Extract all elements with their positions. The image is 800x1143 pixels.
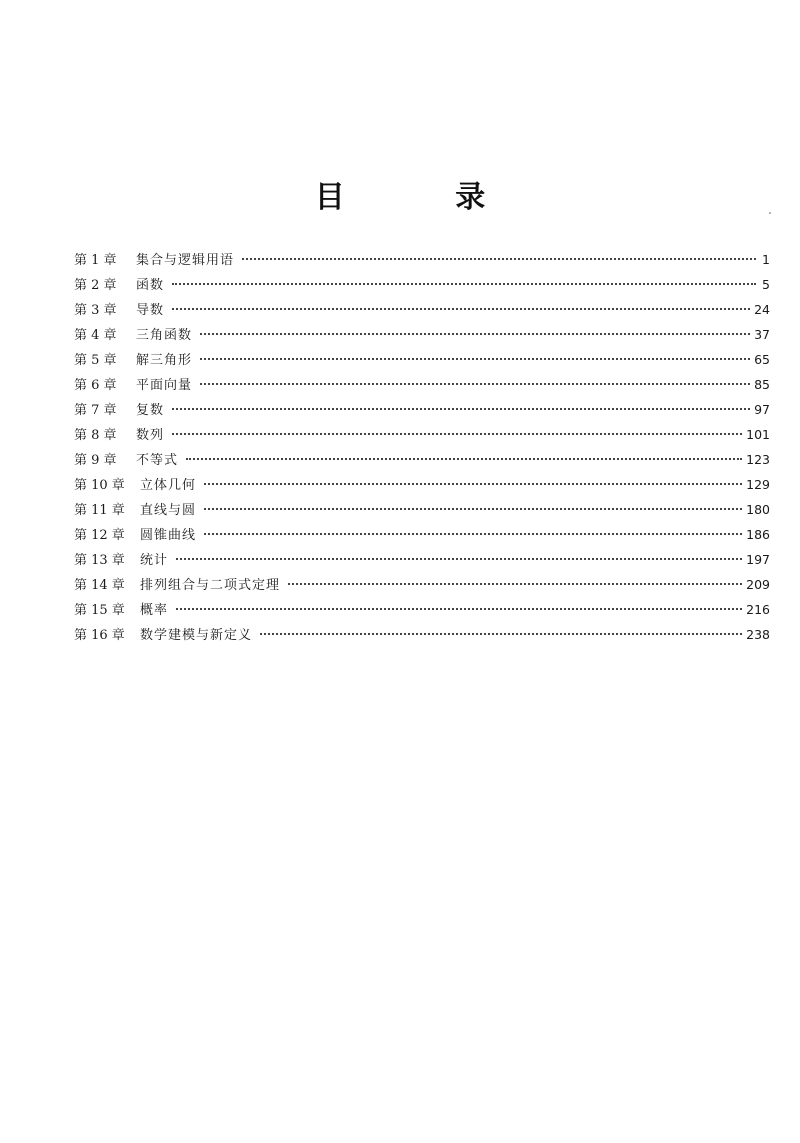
dot-leader: [172, 407, 750, 410]
page-number: 129: [746, 477, 770, 492]
chapter-number: 第 12 章: [74, 528, 125, 543]
dot-leader: [172, 307, 750, 310]
page-number: 180: [746, 502, 770, 517]
chapter-title: 数学建模与新定义: [140, 628, 253, 643]
chapter-number: 第 6 章: [74, 378, 117, 393]
chapter-title: 数列: [136, 428, 165, 443]
dot-leader: [200, 357, 750, 360]
dot-leader: [172, 432, 742, 435]
dot-leader: [260, 632, 742, 635]
chapter-number: 第 16 章: [74, 628, 125, 643]
page-number: 97: [754, 402, 770, 417]
chapter-title: 排列组合与二项式定理: [140, 578, 281, 593]
dot-leader: [200, 332, 750, 335]
page-number: 186: [746, 527, 770, 542]
dot-leader: [176, 557, 742, 560]
page-title: 目 录: [314, 180, 536, 215]
dot-leader: [176, 607, 742, 610]
chapter-number: 第 14 章: [74, 578, 125, 593]
chapter-title: 不等式: [136, 453, 179, 468]
chapter-number: 第 13 章: [74, 553, 125, 568]
toc-entry[interactable]: [74, 572, 770, 597]
toc-entry[interactable]: [74, 247, 770, 272]
dot-leader: [242, 257, 756, 260]
page-number: 5: [762, 277, 770, 292]
toc-entry[interactable]: [74, 522, 770, 547]
toc-entry[interactable]: [74, 447, 770, 472]
toc-entry[interactable]: [74, 397, 770, 422]
page-number: 197: [746, 552, 770, 567]
chapter-title: 立体几何: [140, 478, 197, 493]
page-number: 37: [754, 327, 770, 342]
dot-leader: [204, 507, 742, 510]
chapter-title: 统计: [140, 553, 169, 568]
chapter-number: 第 10 章: [74, 478, 125, 493]
chapter-title: 导数: [136, 303, 165, 318]
page-number: 209: [746, 577, 770, 592]
toc-entry[interactable]: [74, 497, 770, 522]
dot-leader: [204, 482, 742, 485]
toc-entry[interactable]: [74, 372, 770, 397]
dot-leader: [172, 282, 756, 285]
dot-leader: [204, 532, 742, 535]
page-number: 85: [754, 377, 770, 392]
toc-entry[interactable]: [74, 547, 770, 572]
chapter-title: 解三角形: [136, 353, 193, 368]
page-number: 24: [754, 302, 770, 317]
chapter-title: 平面向量: [136, 378, 193, 393]
chapter-number: 第 3 章: [74, 303, 117, 318]
page-number: 101: [746, 427, 770, 442]
chapter-number: 第 9 章: [74, 453, 117, 468]
toc-entry[interactable]: [74, 422, 770, 447]
chapter-number: 第 7 章: [74, 403, 117, 418]
scan-speck: [769, 212, 771, 214]
toc-entry[interactable]: [74, 322, 770, 347]
toc-entry[interactable]: [74, 472, 770, 497]
toc-entry[interactable]: [74, 597, 770, 622]
chapter-title: 复数: [136, 403, 165, 418]
chapter-number: 第 2 章: [74, 278, 117, 293]
table-of-contents: [74, 247, 770, 647]
chapter-title: 集合与逻辑用语: [136, 253, 235, 268]
chapter-number: 第 4 章: [74, 328, 117, 343]
toc-entry[interactable]: [74, 347, 770, 372]
page-number: 65: [754, 352, 770, 367]
chapter-number: 第 15 章: [74, 603, 125, 618]
toc-entry[interactable]: [74, 297, 770, 322]
page-number: 1: [762, 252, 770, 267]
page-number: 238: [746, 627, 770, 642]
chapter-number: 第 11 章: [74, 503, 125, 518]
chapter-number: 第 5 章: [74, 353, 117, 368]
toc-entry[interactable]: [74, 272, 770, 297]
chapter-title: 函数: [136, 278, 165, 293]
chapter-title: 直线与圆: [140, 503, 197, 518]
chapter-title: 概率: [140, 603, 169, 618]
page-number: 123: [746, 452, 770, 467]
dot-leader: [186, 457, 742, 460]
chapter-title: 三角函数: [136, 328, 193, 343]
dot-leader: [200, 382, 750, 385]
dot-leader: [288, 582, 742, 585]
chapter-number: 第 1 章: [74, 253, 117, 268]
page-number: 216: [746, 602, 770, 617]
chapter-title: 圆锥曲线: [140, 528, 197, 543]
toc-entry[interactable]: [74, 622, 770, 647]
chapter-number: 第 8 章: [74, 428, 117, 443]
